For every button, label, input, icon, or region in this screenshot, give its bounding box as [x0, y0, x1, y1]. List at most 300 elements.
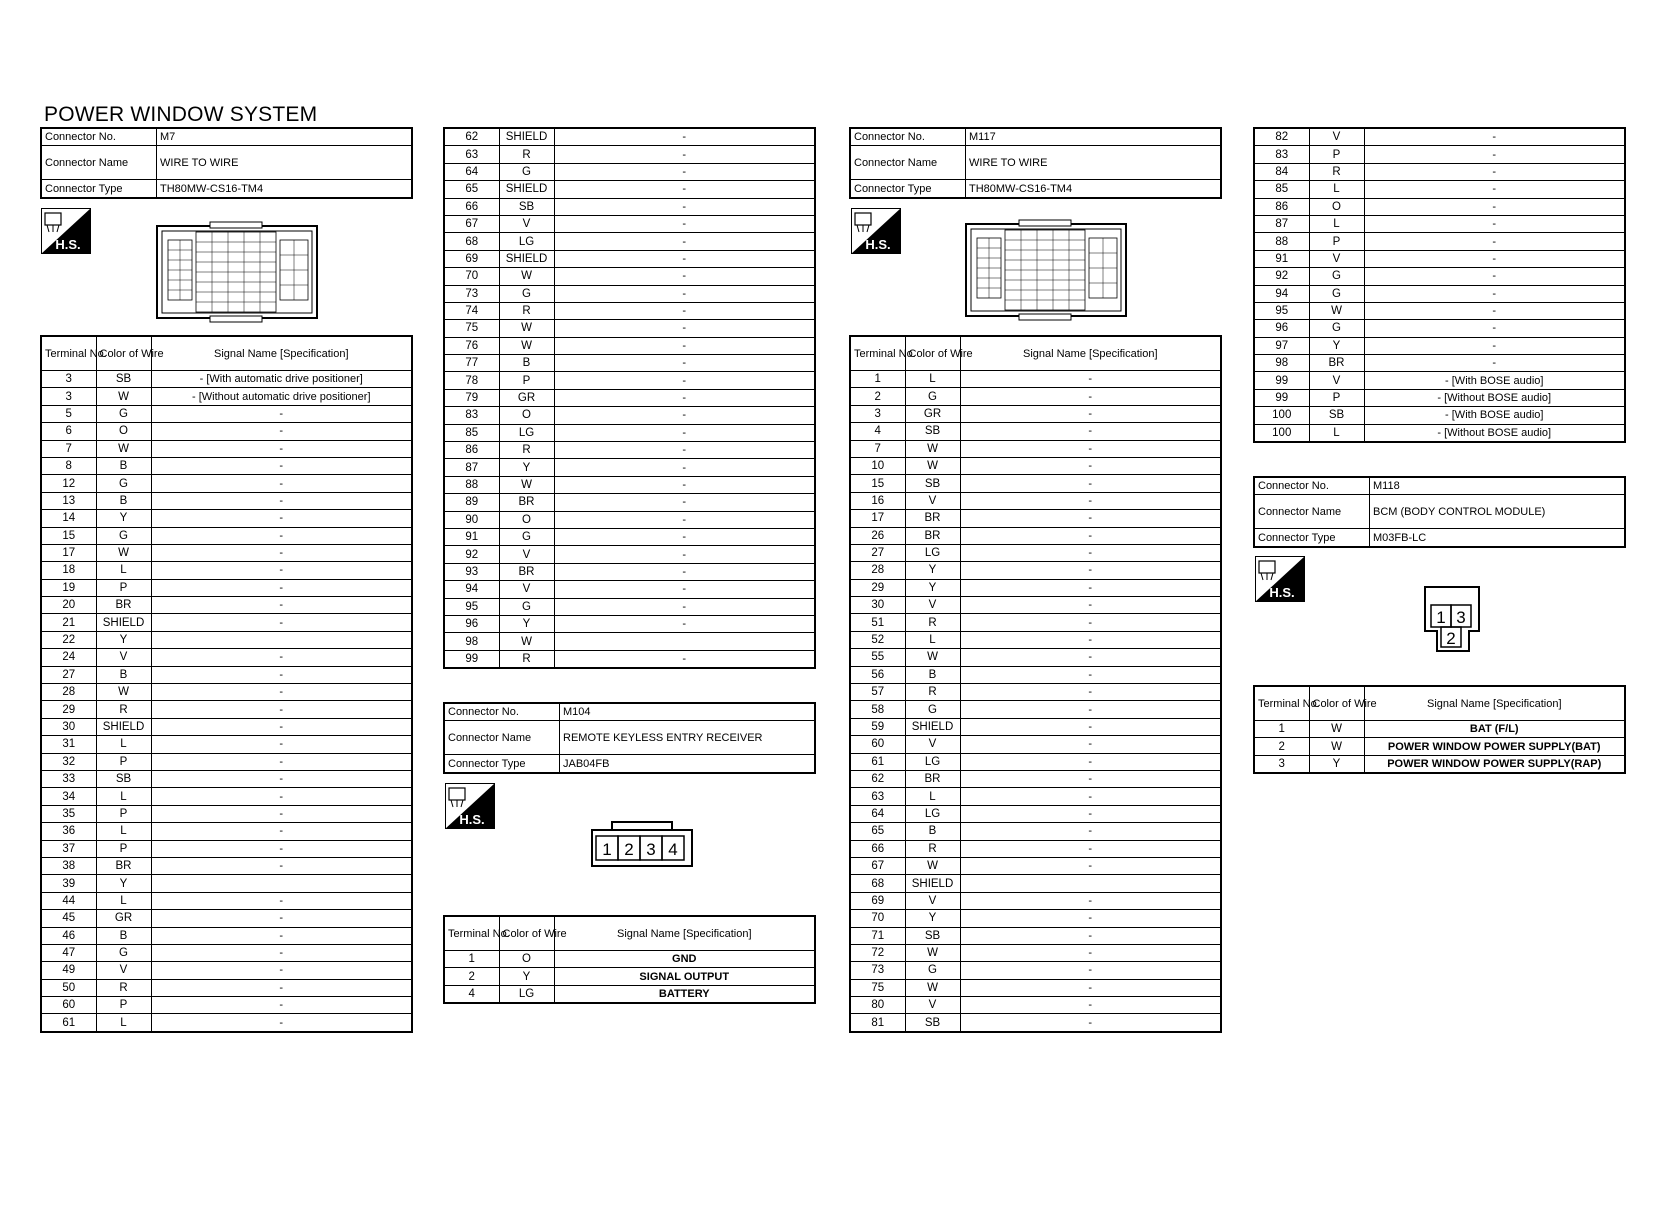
wire-color: V — [905, 597, 960, 614]
terminal-no: 30 — [850, 597, 905, 614]
wire-color: BR — [1309, 355, 1364, 372]
terminal-no: 80 — [850, 997, 905, 1014]
table-row — [41, 857, 412, 874]
wire-color: L — [1309, 215, 1364, 232]
wire-color: BR — [499, 494, 554, 511]
signal-name: - — [554, 181, 815, 198]
m117-conn-name: WIRE TO WIRE — [966, 146, 1222, 180]
signal-name: - — [960, 962, 1221, 979]
wire-color: R — [499, 650, 554, 668]
wire-color: BR — [905, 510, 960, 527]
terminal-no: 44 — [41, 892, 96, 909]
terminal-no: 3 — [41, 388, 96, 405]
wire-color: L — [96, 823, 151, 840]
terminal-no: 67 — [444, 215, 499, 232]
terminal-no: 73 — [850, 962, 905, 979]
signal-name: - [With BOSE audio] — [1364, 407, 1625, 424]
signal-name: - — [554, 285, 815, 302]
wire-color: L — [1309, 424, 1364, 442]
terminal-no: 59 — [850, 718, 905, 735]
signal-name: - — [554, 320, 815, 337]
terminal-no: 79 — [444, 389, 499, 406]
terminal-no: 75 — [850, 979, 905, 996]
wire-color: Y — [499, 968, 554, 985]
wire-color: O — [96, 423, 151, 440]
wire-color: BR — [96, 597, 151, 614]
table-row — [41, 440, 412, 457]
table-row — [41, 649, 412, 666]
table-row — [41, 1014, 412, 1032]
table-row — [41, 405, 412, 422]
terminal-no-header: Terminal No. — [444, 916, 499, 951]
wire-color: L — [96, 736, 151, 753]
table-row — [850, 579, 1221, 596]
signal-name: - — [554, 442, 815, 459]
terminal-no: 15 — [850, 475, 905, 492]
signal-name: - — [1364, 285, 1625, 302]
table-row — [444, 528, 815, 545]
wire-color: G — [96, 527, 151, 544]
wire-color: W — [1309, 721, 1364, 738]
wire-color: O — [499, 511, 554, 528]
table-row — [444, 650, 815, 668]
terminal-no: 16 — [850, 492, 905, 509]
m7-terminal-table-continued — [443, 127, 816, 669]
wire-color: L — [96, 562, 151, 579]
m118-conn-name: BCM (BODY CONTROL MODULE) — [1370, 495, 1626, 529]
wire-color: R — [1309, 163, 1364, 180]
terminal-no: 87 — [444, 459, 499, 476]
table-row — [444, 215, 815, 232]
table-row — [850, 457, 1221, 474]
wire-color: GR — [499, 389, 554, 406]
signal-name: - — [960, 579, 1221, 596]
wire-color: R — [499, 146, 554, 163]
terminal-no: 2 — [1254, 738, 1309, 755]
wire-color: L — [905, 788, 960, 805]
terminal-no: 55 — [850, 649, 905, 666]
signal-name: - — [151, 684, 412, 701]
signal-name: - — [1364, 181, 1625, 198]
table-row — [850, 371, 1221, 388]
wire-color: V — [499, 581, 554, 598]
m118-terminal-section — [1253, 685, 1626, 774]
terminal-no: 5 — [41, 405, 96, 422]
terminal-no: 29 — [41, 701, 96, 718]
signal-name: - — [960, 562, 1221, 579]
terminal-no: 84 — [1254, 163, 1309, 180]
pin-label: 3 — [646, 840, 656, 859]
table-row — [444, 968, 815, 985]
table-row — [444, 598, 815, 615]
wire-color: G — [499, 528, 554, 545]
wire-color: R — [499, 442, 554, 459]
terminal-no: 52 — [850, 631, 905, 648]
m118-conn-no: M118 — [1370, 477, 1626, 495]
terminal-no: 87 — [1254, 215, 1309, 232]
terminal-no: 63 — [444, 146, 499, 163]
signal-name: - — [960, 684, 1221, 701]
terminal-no: 76 — [444, 337, 499, 354]
signal-name: - — [151, 562, 412, 579]
wire-color: Y — [499, 459, 554, 476]
signal-name: - — [554, 494, 815, 511]
table-row — [444, 581, 815, 598]
m117-terminal-table — [849, 335, 1222, 1033]
table-row — [444, 181, 815, 198]
wire-color: V — [905, 736, 960, 753]
wire-color: V — [96, 962, 151, 979]
wire-color: Y — [96, 510, 151, 527]
wire-color: SB — [96, 371, 151, 388]
terminal-no: 1 — [850, 371, 905, 388]
wire-color: LG — [905, 805, 960, 822]
table-row — [850, 857, 1221, 874]
wire-color: L — [905, 371, 960, 388]
table-row — [41, 371, 412, 388]
wire-color: P — [1309, 389, 1364, 406]
signal-name: - — [151, 910, 412, 927]
signal-name: - — [554, 546, 815, 563]
wire-color: P — [96, 840, 151, 857]
m118-header-table — [1253, 476, 1626, 548]
table-row — [850, 1014, 1221, 1032]
table-row — [1254, 337, 1625, 354]
terminal-no: 95 — [444, 598, 499, 615]
terminal-no: 81 — [850, 1014, 905, 1032]
table-row — [444, 459, 815, 476]
wire-color: L — [96, 1014, 151, 1032]
wire-color: W — [1309, 302, 1364, 319]
terminal-no: 99 — [444, 650, 499, 668]
terminal-no: 51 — [850, 614, 905, 631]
table-row — [850, 492, 1221, 509]
m104-connector-diagram-icon — [590, 820, 696, 868]
wire-color: SHIELD — [96, 614, 151, 631]
wire-color: O — [1309, 198, 1364, 215]
signal-name: POWER WINDOW POWER SUPPLY(RAP) — [1364, 755, 1625, 773]
wire-color: W — [905, 944, 960, 961]
terminal-no: 32 — [41, 753, 96, 770]
conn-type-label: Connector Type — [850, 180, 966, 198]
table-row — [850, 840, 1221, 857]
wire-color: W — [499, 320, 554, 337]
signal-name: - — [151, 892, 412, 909]
terminal-no: 57 — [850, 684, 905, 701]
terminal-no: 86 — [444, 442, 499, 459]
table-row — [850, 544, 1221, 561]
wire-color: W — [499, 476, 554, 493]
terminal-no: 12 — [41, 475, 96, 492]
signal-name-header: Signal Name [Specification] — [1364, 686, 1625, 721]
table-row — [41, 788, 412, 805]
signal-name: - — [554, 302, 815, 319]
signal-name: - — [151, 527, 412, 544]
table-row — [41, 770, 412, 787]
wire-color: BR — [905, 770, 960, 787]
m117-conn-type: TH80MW-CS16-TM4 — [966, 180, 1222, 198]
terminal-no: 85 — [1254, 181, 1309, 198]
table-row — [850, 788, 1221, 805]
m104-conn-name: REMOTE KEYLESS ENTRY RECEIVER — [560, 721, 816, 755]
terminal-no: 86 — [1254, 198, 1309, 215]
m118-connector-diagram-icon — [1423, 585, 1483, 655]
m117-connector-diagram-icon — [965, 220, 1130, 321]
pin-label: 4 — [668, 840, 678, 859]
table-row — [444, 146, 815, 163]
signal-name: - — [151, 944, 412, 961]
table-row — [444, 494, 815, 511]
table-row — [850, 823, 1221, 840]
signal-name: GND — [554, 951, 815, 968]
signal-name: - — [960, 492, 1221, 509]
hs-badge-icon — [445, 783, 495, 829]
wire-color: B — [499, 355, 554, 372]
table-row — [1254, 302, 1625, 319]
conn-type-label: Connector Type — [444, 755, 560, 773]
signal-name: - — [151, 788, 412, 805]
terminal-no: 50 — [41, 979, 96, 996]
signal-name — [151, 875, 412, 892]
wire-color: BR — [96, 857, 151, 874]
hs-badge-icon — [1255, 556, 1305, 602]
terminal-no: 83 — [1254, 146, 1309, 163]
wire-color: SHIELD — [905, 875, 960, 892]
wire-color: L — [96, 788, 151, 805]
terminal-no: 56 — [850, 666, 905, 683]
wire-color: LG — [499, 424, 554, 441]
signal-name: - — [1364, 355, 1625, 372]
signal-name: - — [960, 666, 1221, 683]
wire-color: Y — [96, 631, 151, 648]
table-row — [1254, 285, 1625, 302]
m117-terminal-table-continued — [1253, 127, 1626, 443]
terminal-no: 100 — [1254, 407, 1309, 424]
table-row — [41, 510, 412, 527]
table-row — [850, 405, 1221, 422]
signal-name: - — [554, 198, 815, 215]
hs-badge-icon — [851, 208, 901, 254]
signal-name: - — [960, 475, 1221, 492]
hs-label: H.S. — [459, 812, 485, 827]
table-row — [41, 666, 412, 683]
wire-color: R — [96, 701, 151, 718]
wire-color: G — [96, 944, 151, 961]
table-row — [850, 910, 1221, 927]
wire-color: Y — [905, 579, 960, 596]
terminal-no: 98 — [1254, 355, 1309, 372]
table-row — [41, 492, 412, 509]
m117-terminal-section — [849, 335, 1222, 1033]
m7-terminal-section — [40, 335, 413, 1033]
signal-name: - — [151, 666, 412, 683]
wire-color: SB — [905, 927, 960, 944]
terminal-no: 65 — [850, 823, 905, 840]
m104-header-table — [443, 702, 816, 774]
wire-color: W — [1309, 738, 1364, 755]
terminal-no: 94 — [1254, 285, 1309, 302]
table-row — [41, 997, 412, 1014]
terminal-no: 46 — [41, 927, 96, 944]
terminal-no: 4 — [850, 423, 905, 440]
terminal-no: 18 — [41, 562, 96, 579]
table-row — [41, 388, 412, 405]
m118-terminal-table — [1253, 685, 1626, 774]
terminal-no: 36 — [41, 823, 96, 840]
terminal-no: 96 — [444, 615, 499, 632]
terminal-no: 58 — [850, 701, 905, 718]
table-row — [444, 355, 815, 372]
table-row — [444, 128, 815, 146]
wire-color: SHIELD — [499, 181, 554, 198]
signal-name — [554, 633, 815, 650]
m117-continued-section — [1253, 127, 1626, 443]
wire-color-header: Color of Wire — [1309, 686, 1364, 721]
table-row — [41, 805, 412, 822]
wire-color-header: Color of Wire — [499, 916, 554, 951]
signal-name: - — [960, 597, 1221, 614]
table-row — [850, 753, 1221, 770]
terminal-no: 3 — [41, 371, 96, 388]
table-row — [41, 614, 412, 631]
terminal-no: 39 — [41, 875, 96, 892]
signal-name: - — [960, 857, 1221, 874]
terminal-no: 67 — [850, 857, 905, 874]
signal-name: - — [960, 997, 1221, 1014]
wire-color: SB — [905, 475, 960, 492]
wire-color: Y — [1309, 337, 1364, 354]
terminal-no: 60 — [850, 736, 905, 753]
signal-name: - — [151, 597, 412, 614]
table-row — [850, 736, 1221, 753]
wire-color: LG — [905, 753, 960, 770]
signal-name: - — [151, 492, 412, 509]
m104-conn-no: M104 — [560, 703, 816, 721]
signal-name: - — [554, 163, 815, 180]
table-row — [850, 770, 1221, 787]
signal-name: - — [960, 979, 1221, 996]
terminal-no: 38 — [41, 857, 96, 874]
wire-color: B — [96, 492, 151, 509]
table-row — [850, 423, 1221, 440]
table-row — [444, 250, 815, 267]
terminal-no: 7 — [41, 440, 96, 457]
wire-color: W — [905, 857, 960, 874]
wire-color: G — [499, 598, 554, 615]
signal-name-header: Signal Name [Specification] — [151, 336, 412, 371]
m7-conn-name: WIRE TO WIRE — [157, 146, 413, 180]
signal-name: - — [960, 649, 1221, 666]
signal-name: - — [554, 250, 815, 267]
wire-color: SB — [1309, 407, 1364, 424]
wire-color: B — [96, 666, 151, 683]
m104-conn-type: JAB04FB — [560, 755, 816, 773]
terminal-no-header: Terminal No. — [1254, 686, 1309, 721]
terminal-no: 27 — [41, 666, 96, 683]
signal-name: - — [1364, 163, 1625, 180]
signal-name: - — [554, 355, 815, 372]
terminal-no: 19 — [41, 579, 96, 596]
signal-name: - — [554, 407, 815, 424]
terminal-no: 62 — [444, 128, 499, 146]
signal-name: - — [960, 371, 1221, 388]
wire-color: B — [96, 927, 151, 944]
signal-name: - — [151, 770, 412, 787]
wire-color-header: Color of Wire — [905, 336, 960, 371]
terminal-no: 61 — [850, 753, 905, 770]
wire-color: V — [1309, 128, 1364, 146]
m118-conn-type: M03FB-LC — [1370, 529, 1626, 547]
table-row — [444, 320, 815, 337]
table-row — [444, 372, 815, 389]
table-row — [850, 684, 1221, 701]
wire-color: W — [96, 388, 151, 405]
table-row — [444, 476, 815, 493]
signal-name: - — [1364, 320, 1625, 337]
terminal-no: 10 — [850, 457, 905, 474]
terminal-no: 96 — [1254, 320, 1309, 337]
table-row — [444, 546, 815, 563]
terminal-no: 22 — [41, 631, 96, 648]
wire-color: G — [499, 285, 554, 302]
table-row — [444, 951, 815, 968]
m7-conn-no: M7 — [157, 128, 413, 146]
signal-name: BAT (F/L) — [1364, 721, 1625, 738]
table-row — [41, 875, 412, 892]
table-row — [444, 337, 815, 354]
terminal-no: 90 — [444, 511, 499, 528]
signal-name: - — [960, 527, 1221, 544]
signal-name: - — [151, 405, 412, 422]
wire-color: W — [499, 268, 554, 285]
signal-name: - — [1364, 268, 1625, 285]
signal-name: - — [151, 701, 412, 718]
wire-color: V — [905, 892, 960, 909]
signal-name: - — [960, 1014, 1221, 1032]
wire-color: B — [96, 457, 151, 474]
table-row — [41, 823, 412, 840]
table-row — [850, 475, 1221, 492]
wire-color: SHIELD — [905, 718, 960, 735]
signal-name: - — [960, 823, 1221, 840]
signal-name: - [Without BOSE audio] — [1364, 424, 1625, 442]
signal-name-header: Signal Name [Specification] — [960, 336, 1221, 371]
signal-name: - — [151, 423, 412, 440]
m104-section — [443, 702, 816, 774]
terminal-no: 34 — [41, 788, 96, 805]
signal-name: - — [151, 927, 412, 944]
table-row — [1254, 372, 1625, 389]
terminal-no: 92 — [444, 546, 499, 563]
pin-label: 2 — [1446, 629, 1456, 648]
table-row — [1254, 128, 1625, 146]
signal-name: - — [960, 457, 1221, 474]
m104-terminal-section — [443, 915, 816, 1004]
table-row — [1254, 198, 1625, 215]
table-row — [850, 440, 1221, 457]
wire-color: W — [96, 684, 151, 701]
table-row — [444, 511, 815, 528]
m117-section — [849, 127, 1222, 199]
wire-color: SB — [905, 423, 960, 440]
terminal-no: 65 — [444, 181, 499, 198]
terminal-no: 88 — [1254, 233, 1309, 250]
table-row — [41, 962, 412, 979]
table-row — [444, 233, 815, 250]
wire-color: R — [905, 840, 960, 857]
table-row — [1254, 755, 1625, 773]
table-row — [850, 649, 1221, 666]
